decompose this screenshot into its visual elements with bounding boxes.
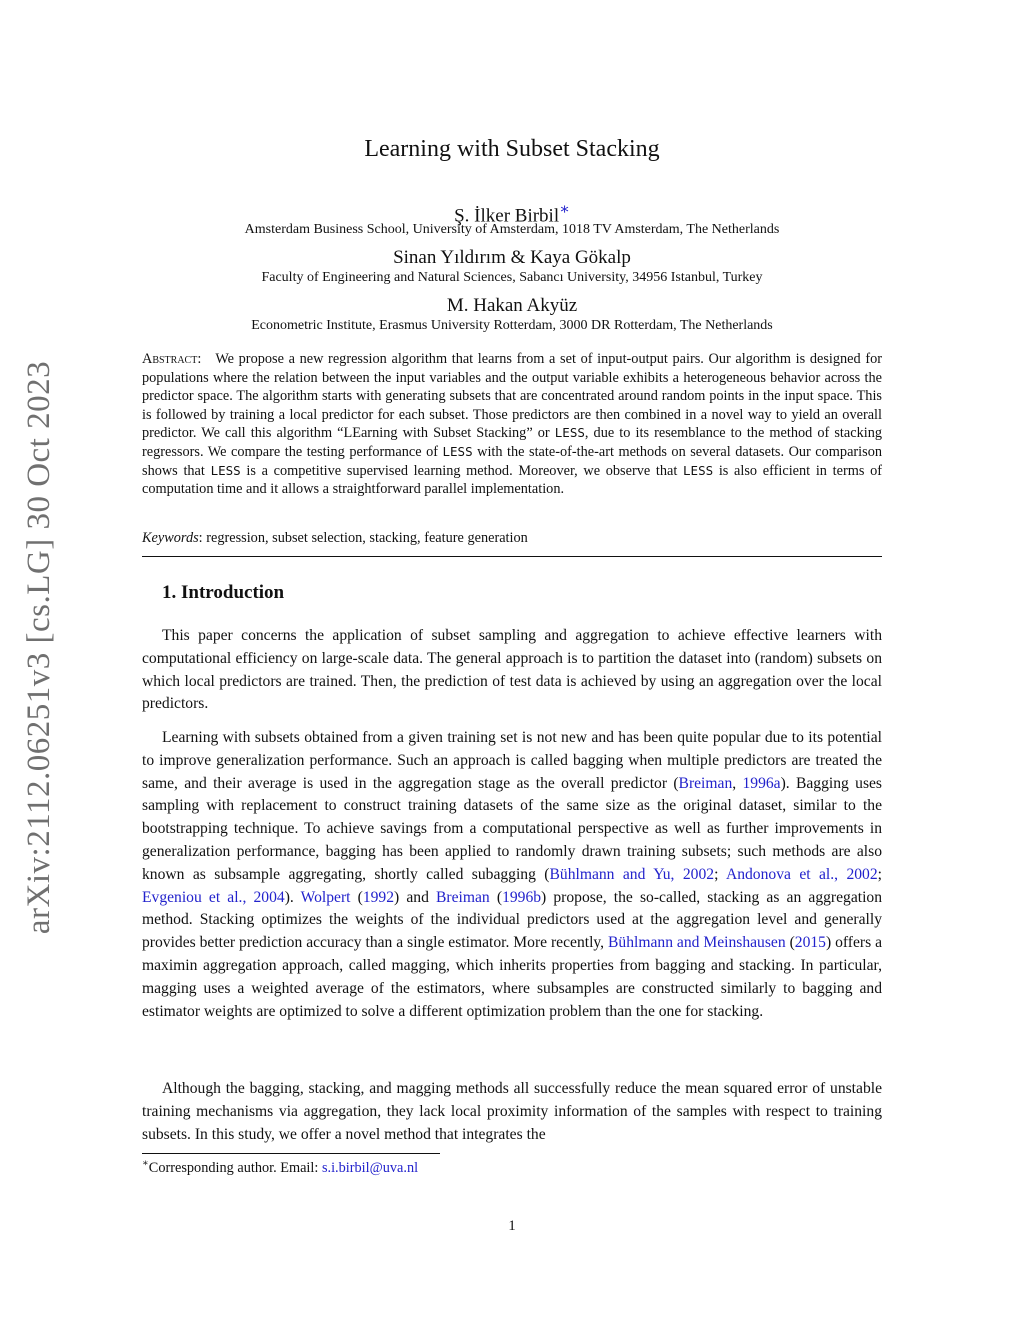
affiliation-1: Amsterdam Business School, University of Amsterdam, 1018 TV Amsterdam, The Netherlands [244,222,780,237]
arxiv-stamp [0,355,80,940]
affiliation-2: Faculty of Engineering and Natural Sciences, Sabancı University, 34956 Istanbul, Turkey [261,270,763,285]
citation-link[interactable]: Breiman [436,888,490,906]
citation-link[interactable]: 1996b [502,888,542,906]
affiliation-3: Econometric Institute, Erasmus University Rotterdam, 3000 DR Rotterdam, The Netherlands [251,318,773,333]
abstract-text: with the state-of-the-art methods on several datasets. Our comparison shows that [142,443,883,479]
text: ( [489,888,503,906]
text: ) offers a maximin aggregation approach, called magging, which inherits properties from bagging and stacking. In particular, magging uses a weighted average of the estimators, where subsamples are constructed similarly to bagging and estimator weights are optimized to solve a different optimization problem than the one for stacking. [142,934,882,1020]
abstract [142,350,882,499]
less-code: LESS [210,462,241,478]
footnote-divider [142,1153,440,1154]
keywords-label: Keywords [142,530,199,546]
footnote-text: Corresponding author. Email: [148,1159,322,1176]
text: ). Bagging uses sampling with replacement to construct training datasets of the same size as the original dataset, similar to the bootstrapping technique. To achieve savings from a computational perspective as well as further improvements in generalization performance, bagging has been applied to randomly drawn training subsets; such methods are also known as subsample aggregating, shortly called subagging ( [142,774,882,883]
paragraph-3: Although the bagging, stacking, and magging methods all successfully reduce the mean squared error of unstable training mechanisms via aggregation, they lack local proximity information of the samples with respect to training subsets. In this study, we offer a novel method that integrates the [142,1080,882,1143]
page-number: 1 [508,1218,516,1234]
text: Learning with subsets obtained from a given training set is not new and has been quite popular due to its potential to improve generalization performance. Such an approach is called bagging when multiple predictors are treated the same, and their average is used in the aggregation stage as the overall predictor ( [142,729,882,792]
paragraph-1: This paper concerns the application of subset sampling and aggregation to achieve effective learners with computational efficiency on large-scale data. The general approach is to partition the dataset into (random) subsets on which local predictors are trained. Then, the prediction of test data is achieved by using an aggregation over the local predictors. [142,627,882,713]
citation-link[interactable]: Wolpert [300,888,351,906]
abstract-text: We propose a new regression algorithm that learns from a set of input-output pairs. Our algorithm is designed for populations where the relation between the input variables and the output variable exhibits a heterogeneous behavior across the predictor space. The algorithm starts with generating subsets that are concentrated around random points in the input space. This is followed by training a local predictor for each subset. Those predictors are then combined in a novel way to yield an overall predictor. We call this algorithm “LEarning with Subset Stacking” or [142,351,882,442]
abstract-text: is a competitive supervised learning method. Moreover, we observe that [240,462,684,479]
less-code: LESS [442,443,473,459]
footnote-mark: ∗ [142,1158,149,1169]
keywords [142,530,528,547]
citation-link[interactable]: Bühlmann and Yu, 2002 [549,865,715,883]
less-code: LESS [554,425,585,441]
citation-link[interactable]: Bühlmann and Meinshausen [608,934,786,952]
section-heading: 1. Introduction [162,582,285,603]
citation-link[interactable]: Evgeniou et al., 2004 [142,888,285,906]
abstract-text: is also efficient in terms of computation time and it allows a straightforward parallel implementation. [142,462,883,498]
footnote [142,1158,418,1177]
author-1-name: Ş. İlker Birbil [454,205,560,227]
author-2: Sinan Yıldırım & Kaya Gökalp [393,247,631,268]
citation-link[interactable]: 2015 [794,934,826,952]
text: ) propose, the so-called, stacking as an aggregation method. Stacking optimizes the weights of the individual predictors used at the aggregation level and generally provides better prediction accuracy than a single estimator. More recently, [142,888,883,952]
citation-link[interactable]: 1992 [362,888,395,906]
text: ; [877,865,882,883]
divider [142,556,882,557]
text: ). [284,888,301,906]
text: ( [350,888,363,906]
text: ; [714,865,726,883]
text: ( [785,934,795,952]
citation-link[interactable]: 1996a [742,774,781,792]
less-code: LESS [683,462,714,478]
text: ) and [394,888,437,906]
abstract-text: , due to its resemblance to the method of stacking regressors. We compare the testing performance of [142,425,883,460]
author-1-footnote-mark[interactable]: ∗ [559,201,570,218]
text: , [732,774,743,792]
email-link[interactable]: s.i.birbil@uva.nl [321,1159,419,1176]
citation-link[interactable]: Andonova et al., 2002 [725,865,878,883]
author-3: M. Hakan Akyüz [446,295,578,316]
abstract-label: Abstract: [142,351,202,367]
paragraph-2 [142,727,882,1023]
arxiv-id: arXiv:2112.06251v3 [cs.LG] 30 Oct 2023 [21,360,58,935]
citation-link[interactable]: Breiman [678,774,733,792]
keywords-text: : regression, subset selection, stacking, feature generation [198,530,528,546]
paper-title: Learning with Subset Stacking [364,136,660,162]
